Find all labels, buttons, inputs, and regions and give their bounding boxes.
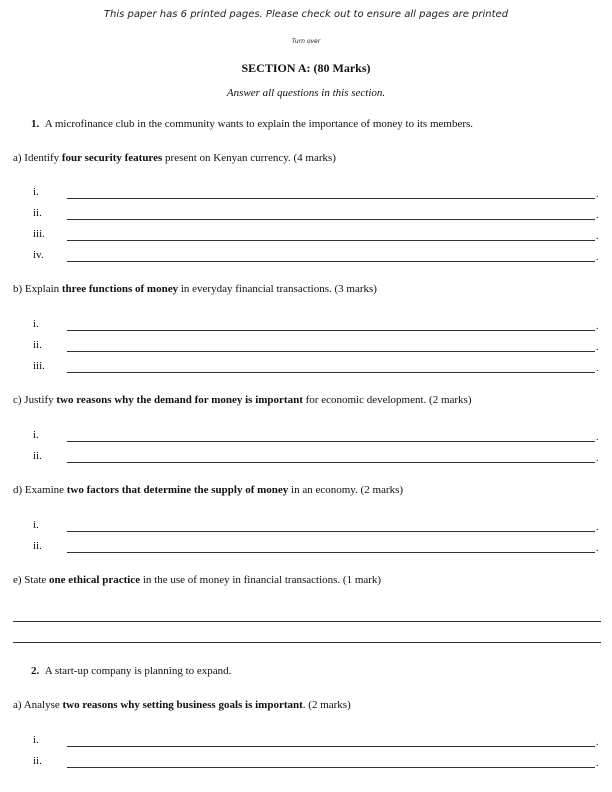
question-1d: d) Examine two factors that determine the supply of money in an economy. (2 marks)	[13, 484, 404, 496]
question-1e: e) State one ethical practice in the use of money in financial transactions. (1 mark)	[13, 574, 382, 586]
answer-line[interactable]	[67, 219, 595, 220]
answer-label: i.	[33, 429, 39, 441]
question-1b: b) Explain three functions of money in everyday financial transactions. (3 marks)	[13, 283, 377, 295]
question-1	[31, 118, 473, 130]
question-2a: a) Analyse two reasons why setting business goals is important. (2 marks)	[13, 699, 351, 711]
answer-label: ii.	[33, 207, 42, 219]
answer-line[interactable]	[67, 531, 595, 532]
question-1a: a) Identify four security features present on Kenyan currency. (4 marks)	[13, 152, 336, 164]
printed-pages-note: This paper has 6 printed pages. Please check out to ensure all pages are printed	[103, 9, 509, 20]
answer-label: i.	[33, 186, 39, 198]
answer-label: ii.	[33, 339, 42, 351]
answer-line[interactable]	[67, 462, 595, 463]
answer-label: ii.	[33, 450, 42, 462]
answer-line[interactable]	[67, 330, 595, 331]
question-1c: c) Justify two reasons why the demand for money is important for economic development. (2 marks)	[13, 394, 472, 406]
answer-label: i.	[33, 734, 39, 746]
answer-label: iii.	[33, 360, 45, 372]
question-number: 1.	[31, 118, 40, 130]
question-2	[31, 665, 231, 677]
answer-label: iv.	[33, 249, 44, 261]
question-stem: A start-up company is planning to expand.	[44, 665, 232, 677]
answer-line[interactable]	[67, 441, 595, 442]
answer-label: i.	[33, 318, 39, 330]
answer-label: i.	[33, 519, 39, 531]
answer-label: ii.	[33, 755, 42, 767]
answer-line[interactable]	[67, 261, 595, 262]
answer-label: ii.	[33, 540, 42, 552]
turn-over-note: Turn over	[291, 38, 321, 45]
answer-label: iii.	[33, 228, 45, 240]
answer-line[interactable]	[13, 621, 601, 622]
section-title: SECTION A: (80 Marks)	[241, 61, 371, 75]
question-number: 2.	[31, 665, 40, 677]
section-instruction: Answer all questions in this section.	[226, 87, 386, 99]
answer-line[interactable]	[13, 642, 601, 643]
answer-line[interactable]	[67, 240, 595, 241]
answer-line[interactable]	[67, 552, 595, 553]
answer-line[interactable]	[67, 746, 595, 747]
question-stem: A microfinance club in the community wants to explain the importance of money to its members.	[44, 118, 474, 130]
answer-line[interactable]	[67, 372, 595, 373]
answer-line[interactable]	[67, 198, 595, 199]
answer-line[interactable]	[67, 767, 595, 768]
answer-line[interactable]	[67, 351, 595, 352]
